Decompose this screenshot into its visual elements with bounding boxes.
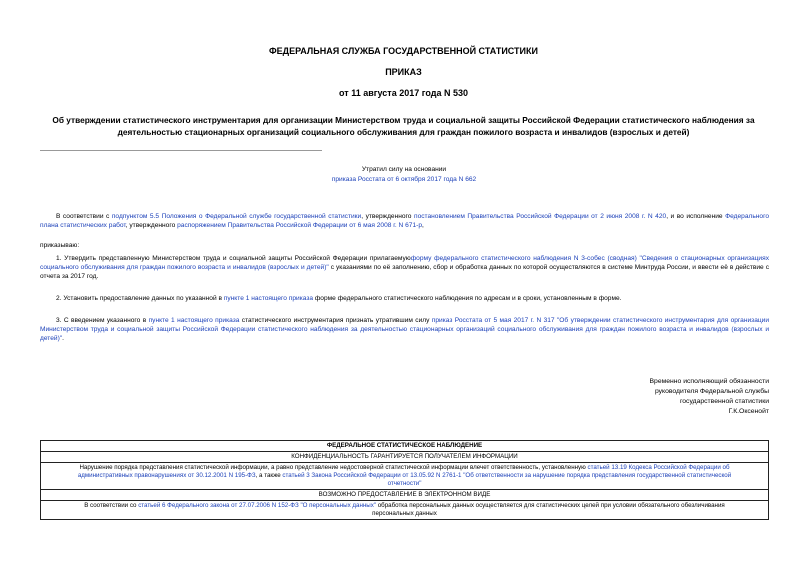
date-number-heading: от 11 августа 2017 года N 530	[339, 88, 468, 98]
notice-electronic: ВОЗМОЖНО ПРЕДОСТАВЛЕНИЕ В ЭЛЕКТРОННОМ ВИДЕ	[41, 490, 769, 501]
lapsed-text: Утратил силу на основании	[361, 166, 447, 173]
text-fragment: Нарушение порядка представления статистической информации, а равно представление недостоверной статистической информации влечет ответственность, установленную	[79, 464, 588, 471]
link-order-317[interactable]: приказ Росстата от 5 мая 2017 г. N 317 "Об утверждении статистического инструментария для организации Министерством труда и социальной защиты Российской Федерации статистического наблюдения за деятельностью стационарных организаций социального обслуживания для граждан пожилого возраста и инвалидов (взрослых и детей)"	[40, 317, 770, 342]
signer-name: Г.К.Оксенойт	[728, 408, 769, 415]
lapsed-link[interactable]: приказа Росстата от 6 октября 2017 года N 662	[331, 176, 477, 183]
paragraph-preamble	[40, 212, 769, 230]
link-resolution[interactable]: постановлением Правительства Российской Федерации от 2 июня 2008 г. N 420	[414, 213, 667, 220]
link-koap-13-19[interactable]: статьей 13.19 Кодекса Российской Федерации об административных правонарушениях от 30.12.2001 N 195-ФЗ	[77, 464, 730, 479]
paragraph-item-3	[40, 316, 769, 343]
text-fragment: обработка персональных данных осуществляется для статистических целей при условии обязательного обезличивания персональных данных	[372, 502, 725, 517]
lapsed-note	[322, 165, 486, 185]
link-law-2761-1[interactable]: статьей 3 Закона Российской Федерации от 13.05.92 N 2761-1 "Об ответственности за нарушение порядка представления государственной статистической отчетности"	[282, 472, 732, 487]
notice-liability	[41, 463, 769, 490]
link-law-152-fz[interactable]: статьей 6 Федерального закона от 27.07.2006 N 152-ФЗ "О персональных данных"	[138, 502, 377, 509]
notice-personal-data	[41, 501, 769, 520]
signature-line: Временно исполняющий обязанности	[649, 378, 769, 385]
text-fragment: с указаниями по её заполнению, сбор и обработка данных по которой осуществляются в системе Минтруда России, и ввести её в действие с отчета за 2017 год.	[40, 264, 770, 280]
paragraph-item-2	[40, 294, 769, 303]
text-fragment: ,	[422, 222, 424, 229]
order-title: Об утверждении статистического инструментария для организации Министерством труда и социальной защиты Российской Федерации статистического наблюдения за деятельностью стационарных организаций социального обслуживания для граждан пожилого возраста и инвалидов (взрослых и детей)	[52, 115, 755, 137]
notice-federal-observation: ФЕДЕРАЛЬНОЕ СТАТИСТИЧЕСКОЕ НАБЛЮДЕНИЕ	[41, 441, 769, 452]
link-form-3-sobes[interactable]: форму федерального статистического наблюдения N 3-собес (сводная) "Сведения о стационарных организациях социального обслуживания для граждан пожилого возраста и инвалидов (взрослых и детей)"	[40, 255, 769, 271]
text-fragment: форме федерального статистического наблюдения по адресам и в сроки, установленным в форме.	[313, 295, 622, 302]
link-federal-plan[interactable]: Федерального плана статистических работ	[40, 213, 770, 229]
signature-line: руководителя Федеральной службы	[654, 388, 769, 395]
link-item-1[interactable]: пункте 1 настоящего приказа	[148, 317, 240, 324]
signature-line: государственной статистики	[679, 398, 769, 405]
agency-heading: ФЕДЕРАЛЬНАЯ СЛУЖБА ГОСУДАРСТВЕННОЙ СТАТИСТИКИ	[269, 46, 538, 56]
text-fragment: , утвержденного	[361, 213, 414, 220]
text-fragment: 1. Утвердить представленную Министерством труда и социальной защиты Российской Федерации прилагаемую	[56, 255, 411, 262]
text-fragment: 2. Установить предоставление данных по указанной в	[56, 295, 224, 302]
link-regulation[interactable]: подпунктом 5.5 Положения о Федеральной службе государственной статистики	[111, 213, 362, 220]
text-fragment: .	[62, 335, 64, 342]
text-fragment: , а также	[255, 472, 283, 479]
paragraph-order-word: приказываю:	[40, 242, 80, 249]
text-fragment: , и во исполнение	[666, 213, 726, 220]
notice-confidentiality: КОНФИДЕНЦИАЛЬНОСТЬ ГАРАНТИРУЕТСЯ ПОЛУЧАТЕЛЕМ ИНФОРМАЦИИ	[41, 452, 769, 463]
doc-type-heading: ПРИКАЗ	[385, 67, 422, 77]
text-fragment: статистического инструментария признать утратившим силу	[239, 317, 432, 324]
text-fragment: 3. С введением указанного в	[56, 317, 149, 324]
text-fragment: В соответствии со	[84, 502, 139, 509]
separator-line	[40, 150, 322, 151]
statistical-notice-table	[40, 440, 769, 520]
signature-block	[650, 377, 770, 417]
link-decree[interactable]: распоряжением Правительства Российской Федерации от 6 мая 2008 г. N 671-р	[177, 222, 422, 229]
paragraph-item-1	[40, 254, 769, 281]
text-fragment: В соответствии с	[56, 213, 112, 220]
text-fragment: , утвержденного	[125, 222, 178, 229]
link-item-1[interactable]: пункте 1 настоящего приказа	[223, 295, 314, 302]
